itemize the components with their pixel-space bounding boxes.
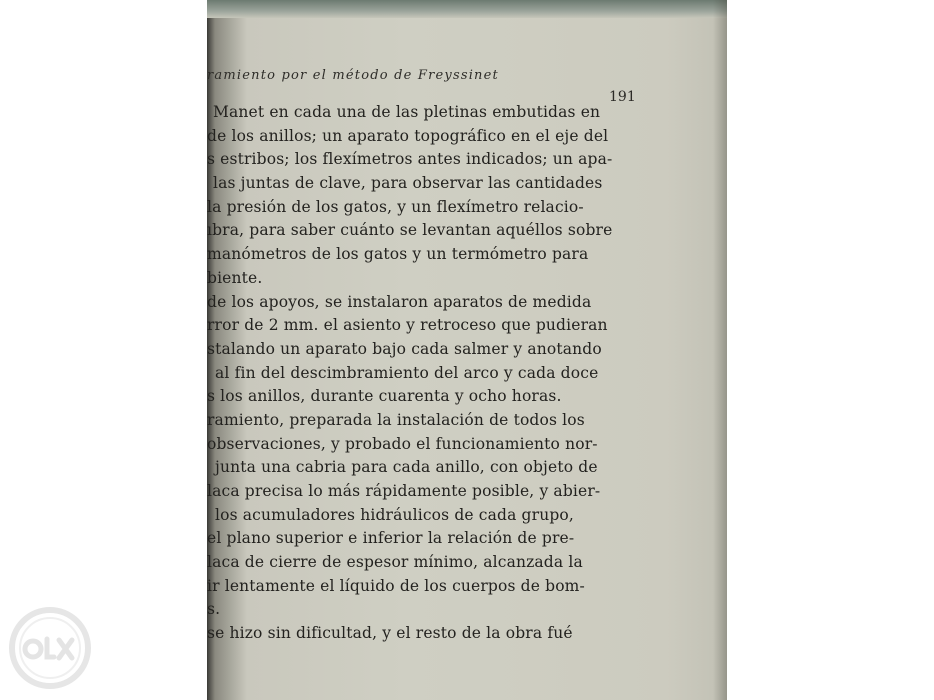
text-line: las juntas de clave, para observar las cantidades: [213, 174, 603, 193]
text-line: de los anillos; un aparato topográfico en el eje del: [207, 126, 609, 145]
text-line: ıbra, para saber cuánto se levantan aquéllos sobre: [207, 221, 613, 240]
text-line: ir lentamente el líquido de los cuerpos de bom-: [207, 576, 585, 595]
text-line: el plano superior e inferior la relación de pre-: [207, 529, 575, 548]
text-line: stalando un aparato bajo cada salmer y anotando: [207, 339, 602, 358]
text-line: de los apoyos, se instalaron aparatos de medida: [207, 292, 592, 311]
text-line: Manet en cada una de las pletinas embutidas en: [213, 103, 601, 121]
background-strip: [207, 0, 727, 18]
text-line: laca de cierre de espesor mínimo, alcanzada la: [207, 553, 583, 572]
text-line: los acumuladores hidráulicos de cada grupo,: [215, 505, 574, 524]
text-line: biente.: [207, 268, 263, 287]
text-line: al fin del descimbramiento del arco y cada doce: [215, 363, 599, 382]
running-header: ramiento por el método de Freyssinet: [207, 68, 499, 83]
book-page-photo: [207, 0, 727, 700]
page-edge-shadow: [713, 0, 727, 700]
olx-watermark-logo: [6, 604, 94, 692]
text-line: s.: [207, 600, 221, 619]
text-line: junta una cabria para cada anillo, con objeto de: [215, 458, 598, 477]
text-line: s los anillos, durante cuarenta y ocho horas.: [207, 387, 562, 406]
text-line: la presión de los gatos, y un flexímetro relacio-: [207, 197, 584, 216]
text-line: ramiento, preparada la instalación de todos los: [207, 410, 585, 429]
page-number: 191: [609, 89, 636, 105]
text-line: s estribos; los flexímetros antes indicados; un apa-: [207, 150, 613, 169]
text-line: se hizo sin dificultad, y el resto de la obra fué: [207, 624, 573, 643]
body-text: [207, 101, 647, 646]
text-line: laca precisa lo más rápidamente posible, y abier-: [207, 482, 601, 500]
text-line: manómetros de los gatos y un termómetro para: [207, 245, 589, 264]
text-line: observaciones, y probado el funcionamiento nor-: [207, 434, 598, 453]
text-line: rror de 2 mm. el asiento y retroceso que pudieran: [207, 316, 608, 335]
